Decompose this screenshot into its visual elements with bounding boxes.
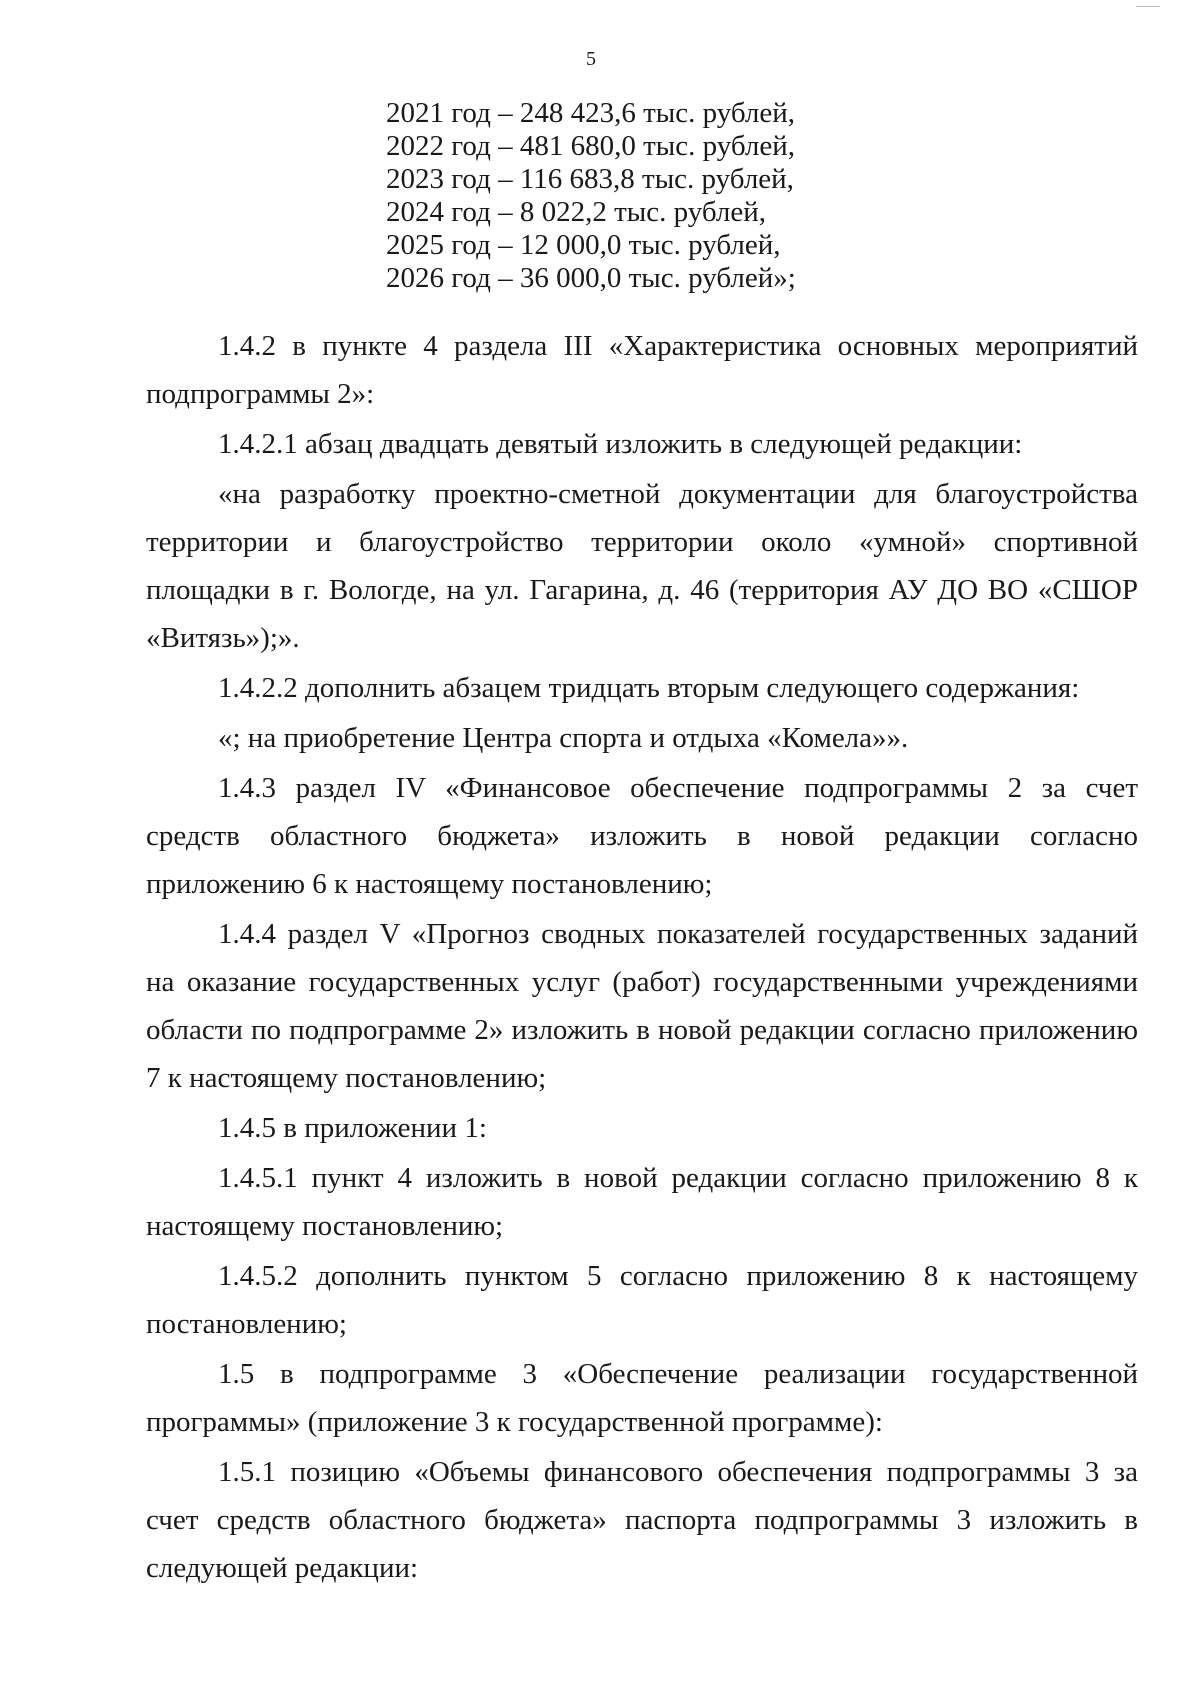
funding-year-line: 2023 год – 116 683,8 тыс. рублей, — [386, 163, 794, 195]
page-number: 5 — [586, 48, 596, 70]
funding-year-line: 2024 год – 8 022,2 тыс. рублей, — [386, 196, 767, 228]
scan-edge-mark — [1136, 0, 1160, 7]
paragraph-1-5-1: 1.5.1 позицию «Объемы финансового обеспечения подпрограммы 3 за счет средств областного бюджета» паспорта подпрограммы 3 изложить в следующей редакции: — [146, 1456, 1138, 1584]
funding-year-line: 2021 год – 248 423,6 тыс. рублей, — [386, 97, 796, 129]
paragraph-1-4-2-1: 1.4.2.1 абзац двадцать девятый изложить в следующей редакции: — [218, 428, 1023, 460]
paragraph-1-4-3: 1.4.3 раздел IV «Финансовое обеспечение подпрограммы 2 за счет средств областного бюджета» изложить в новой редакции согласно приложению 6 к настоящему постановлению; — [146, 772, 1138, 900]
funding-year-line: 2022 год – 481 680,0 тыс. рублей, — [386, 130, 796, 162]
paragraph-1-4-5-1: 1.4.5.1 пункт 4 изложить в новой редакции согласно приложению 8 к настоящему постановлению; — [146, 1162, 1138, 1242]
paragraph-1-4-2-2: 1.4.2.2 дополнить абзацем тридцать вторым следующего содержания: — [218, 672, 1080, 704]
funding-year-list — [386, 97, 796, 295]
paragraph-1-4-2: 1.4.2 в пункте 4 раздела III «Характеристика основных мероприятий подпрограммы 2»: — [146, 330, 1138, 410]
paragraph-quote-komela: «; на приобретение Центра спорта и отдыха «Комела»». — [218, 722, 909, 754]
funding-year-line: 2025 год – 12 000,0 тыс. рублей, — [386, 229, 781, 261]
paragraph-1-4-5: 1.4.5 в приложении 1: — [218, 1112, 487, 1144]
funding-year-line: 2026 год – 36 000,0 тыс. рублей»; — [386, 262, 796, 294]
document-body — [146, 322, 1138, 1592]
paragraph-1-5: 1.5 в подпрограмме 3 «Обеспечение реализации государственной программы» (приложение 3 к государственной программе): — [146, 1358, 1138, 1438]
paragraph-1-4-4: 1.4.4 раздел V «Прогноз сводных показателей государственных заданий на оказание государственных услуг (работ) государственными учреждениями области по подпрограмме 2» изложить в новой редакции согласно приложению 7 к настоящему постановлению; — [146, 918, 1138, 1094]
paragraph-quote-territory: «на разработку проектно-сметной документации для благоустройства территории и благоустройство территории около «умной» спортивной площадки в г. Вологде, на ул. Гагарина, д. 46 (территория АУ ДО ВО «СШОР «Витязь»);». — [146, 478, 1138, 654]
paragraph-1-4-5-2: 1.4.5.2 дополнить пунктом 5 согласно приложению 8 к настоящему постановлению; — [146, 1260, 1138, 1340]
